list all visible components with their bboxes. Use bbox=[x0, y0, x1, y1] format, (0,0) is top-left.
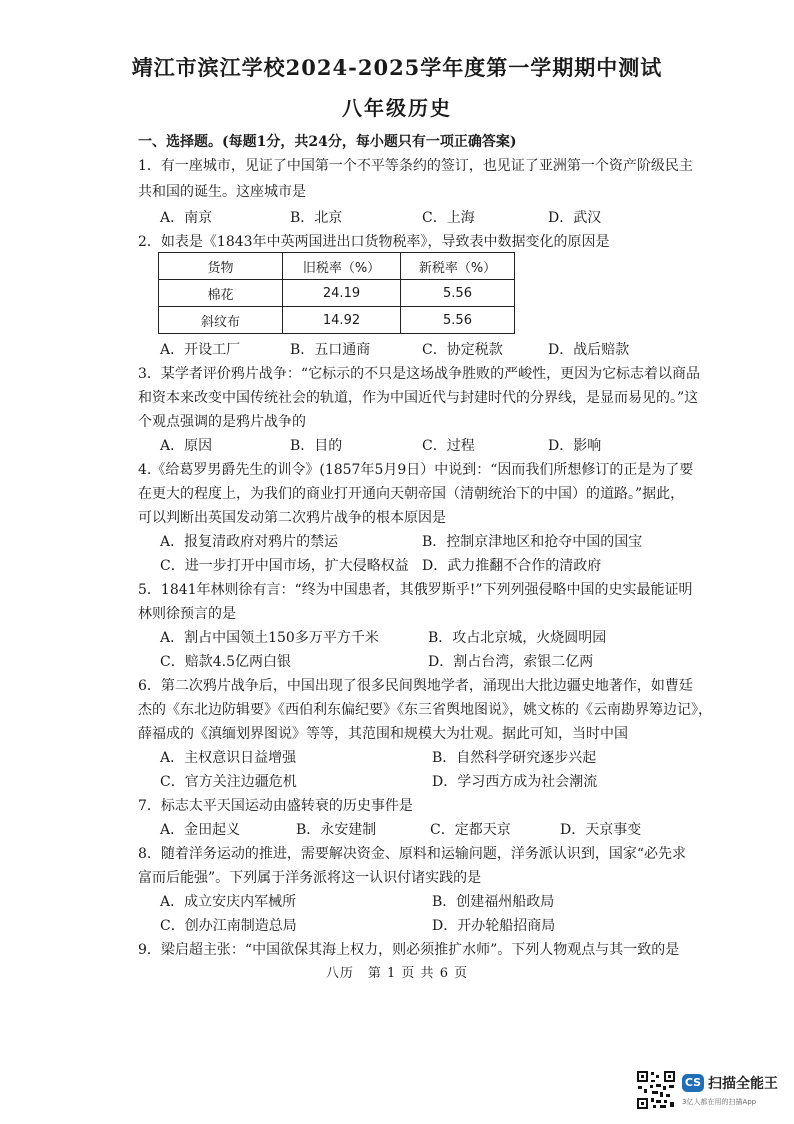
question-2-line-1: 2．如表是《1843年中英两国进出口货物税率》，导致表中数据变化的原因是 bbox=[138, 234, 610, 250]
q1-option-b: B．北京 bbox=[290, 210, 343, 226]
question-8-line-1: 8．随着洋务运动的推进，需要解决资金、原料和运输问题，洋务派认识到，国家“必先求 bbox=[138, 846, 687, 862]
table-header-cell: 新税率（%） bbox=[401, 253, 515, 280]
q4-option-d: D．武力推翻不合作的清政府 bbox=[422, 558, 602, 574]
exam-subtitle: 八年级历史 bbox=[342, 96, 452, 120]
q3-option-a: A．原因 bbox=[160, 438, 213, 454]
q1-option-a: A．南京 bbox=[160, 210, 213, 226]
q1-option-d: D．武汉 bbox=[548, 210, 602, 226]
table-cell: 5.56 bbox=[401, 307, 515, 334]
q1-option-c: C．上海 bbox=[422, 210, 475, 226]
scanner-app-name: 扫描全能王 bbox=[708, 1076, 778, 1092]
q6-option-d: D．学习西方成为社会潮流 bbox=[432, 774, 598, 790]
q4-option-c: C．进一步打开中国市场，扩大侵略权益 bbox=[160, 558, 409, 574]
q7-option-a: A．金田起义 bbox=[160, 822, 241, 838]
q2-option-b: B．五口通商 bbox=[290, 342, 371, 358]
question-6-line-1: 6．第二次鸦片战争后，中国出现了很多民间舆地学者，涌现出大批边疆史地著作，如曹廷 bbox=[138, 678, 693, 694]
question-9-line-1: 9．梁启超主张：“中国欲保其海上权力，则必须推扩水师”。下列人物观点与其一致的是 bbox=[138, 942, 680, 958]
q8-option-b: B．创建福州船政局 bbox=[432, 894, 555, 910]
exam-title: 靖江市滨江学校2024-2025学年度第一学期期中测试 bbox=[131, 55, 663, 80]
table-cell: 14.92 bbox=[283, 307, 401, 334]
question-7-line-1: 7．标志太平天国运动由盛转衰的历史事件是 bbox=[138, 798, 413, 814]
q6-option-c: C．官方关注边疆危机 bbox=[160, 774, 297, 790]
question-3-line-2: 和资本来改变中国传统社会的轨道，作为中国近代与封建时代的分界线，是显而易见的。”这 bbox=[138, 390, 699, 406]
q5-option-b: B．攻占北京城，火烧圆明园 bbox=[428, 630, 607, 646]
q8-option-a: A．成立安庆内军械所 bbox=[160, 894, 297, 910]
scanner-tagline: 3亿人都在用的扫描App bbox=[682, 1098, 757, 1106]
q5-option-c: C．赔款4.5亿两白银 bbox=[160, 654, 291, 670]
q5-option-d: D．割占台湾，索银二亿两 bbox=[428, 654, 594, 670]
q7-option-c: C．定都天京 bbox=[430, 822, 511, 838]
question-4-line-2: 在更大的程度上，为我们的商业打开通向天朝帝国（清朝统治下的中国）的道路。”据此， bbox=[138, 486, 685, 502]
q7-option-b: B．永安建制 bbox=[296, 822, 377, 838]
table-cell: 5.56 bbox=[401, 280, 515, 307]
question-3-line-1: 3．某学者评价鸦片战争：“它标示的不只是这场战争胜败的严峻性，更因为它标志着以商品 bbox=[138, 366, 701, 382]
q5-option-a: A．割占中国领土150多万平方千米 bbox=[160, 630, 379, 646]
question-3-line-3: 个观点强调的是鸦片战争的 bbox=[138, 414, 306, 430]
table-header-cell: 旧税率（%） bbox=[283, 253, 401, 280]
question-4-line-3: 可以判断出英国发动第二次鸦片战争的根本原因是 bbox=[138, 510, 446, 526]
q4-option-b: B．控制京津地区和抢夺中国的国宝 bbox=[422, 534, 643, 550]
table-cell: 24.19 bbox=[283, 280, 401, 307]
question-1-line-2: 共和国的诞生。这座城市是 bbox=[138, 184, 306, 200]
q8-option-d: D．开办轮船招商局 bbox=[432, 918, 556, 934]
question-6-line-2: 杰的《东北边防辑要》《西伯利东偏纪要》《东三省舆地图说》，姚文栋的《云南勘界筹边记》， bbox=[138, 702, 712, 718]
question-8-line-2: 富而后能强”。下列属于洋务派将这一认识付诸实践的是 bbox=[138, 870, 482, 886]
scanner-logo: CS bbox=[682, 1074, 704, 1092]
question-1-line-1: 1．有一座城市，见证了中国第一个不平等条约的签订，也见证了亚洲第一个资产阶级民主 bbox=[138, 158, 693, 174]
q8-option-c: C．创办江南制造总局 bbox=[160, 918, 297, 934]
q3-option-b: B．目的 bbox=[290, 438, 343, 454]
q3-option-d: D．影响 bbox=[548, 438, 602, 454]
question-5-line-2: 林则徐预言的是 bbox=[138, 606, 236, 622]
q6-option-b: B．自然科学研究逐步兴起 bbox=[432, 750, 597, 766]
table-cell: 斜纹布 bbox=[159, 307, 283, 334]
table-row bbox=[159, 307, 515, 334]
question-4-line-1: 4.《给葛罗男爵先生的训令》(1857年5月9日）中说到：“因而我们所想修订的正是为了要 bbox=[138, 462, 694, 478]
table-cell: 棉花 bbox=[159, 280, 283, 307]
q3-option-c: C．过程 bbox=[422, 438, 475, 454]
q7-option-d: D．天京事变 bbox=[560, 822, 642, 838]
question-6-line-3: 薛福成的《滇缅划界图说》等等，其范围和规模大为壮观。据此可知，当时中国 bbox=[138, 726, 628, 742]
q4-option-a: A．报复清政府对鸦片的禁运 bbox=[160, 534, 339, 550]
qr-code-icon bbox=[636, 1070, 676, 1110]
tax-rate-table bbox=[158, 252, 515, 334]
q2-option-d: D．战后赔款 bbox=[548, 342, 630, 358]
q2-option-a: A．开设工厂 bbox=[160, 342, 241, 358]
section-heading: 一、选择题。(每题1分，共24分，每小题只有一项正确答案) bbox=[138, 134, 517, 150]
table-header-cell: 货物 bbox=[159, 253, 283, 280]
q6-option-a: A．主权意识日益增强 bbox=[160, 750, 297, 766]
q2-option-c: C．协定税款 bbox=[422, 342, 503, 358]
page-footer: 八历 第 1 页 共 6 页 bbox=[325, 966, 469, 981]
table-header-row bbox=[159, 253, 515, 280]
table-row bbox=[159, 280, 515, 307]
question-5-line-1: 5．1841年林则徐有言：“终为中国患者，其俄罗斯乎!”下列列强侵略中国的史实最能证明 bbox=[138, 582, 693, 598]
